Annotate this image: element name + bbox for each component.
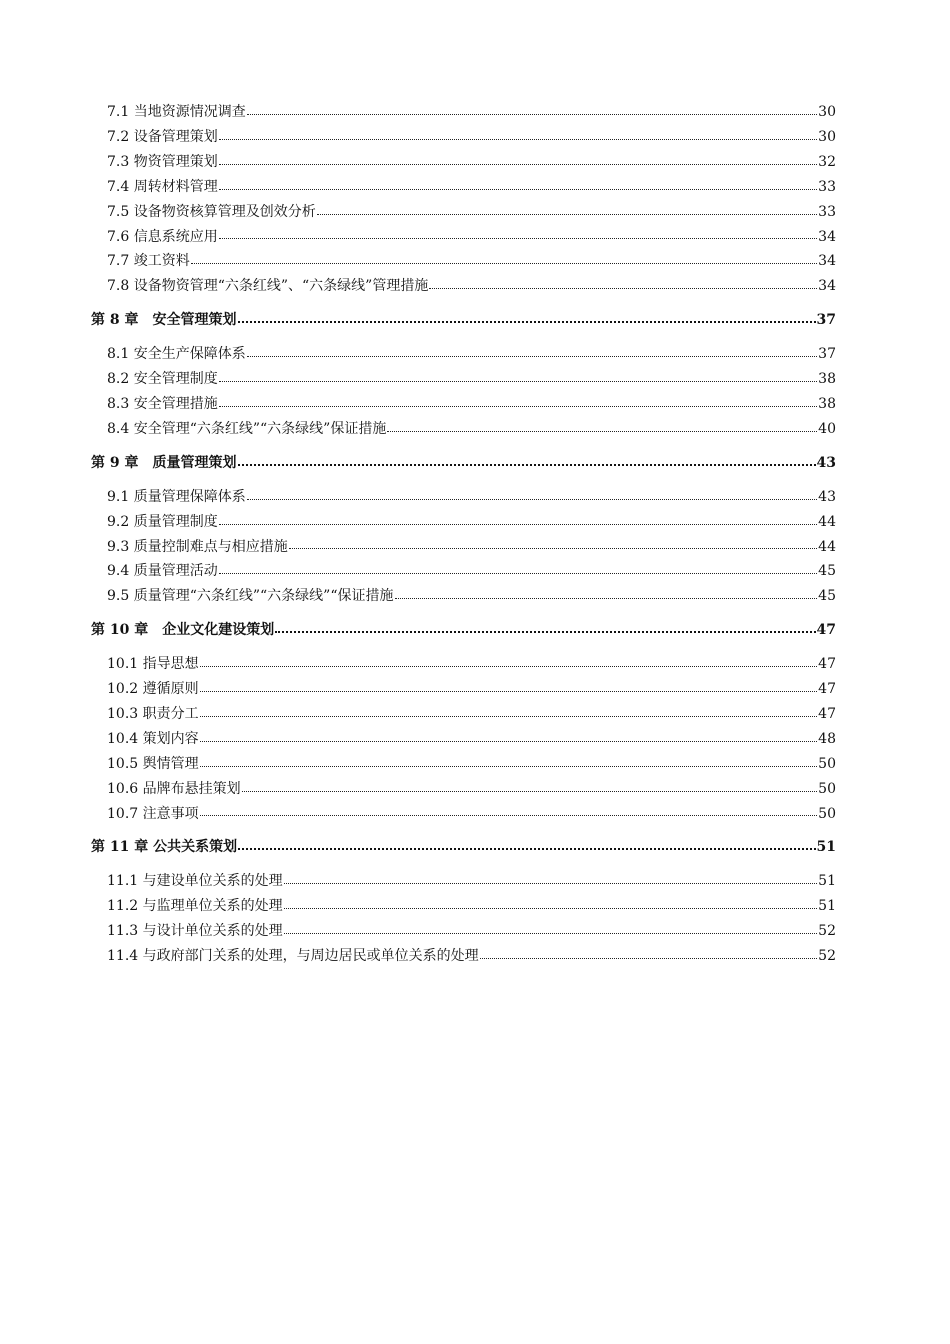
toc-dot-leader (219, 188, 817, 190)
toc-page-number: 47 (818, 705, 836, 722)
toc-page-number: 38 (818, 395, 836, 412)
toc-dot-leader (238, 847, 815, 850)
toc-section-entry[interactable] (91, 485, 836, 510)
toc-dot-leader (242, 790, 818, 792)
toc-page-number: 51 (818, 898, 836, 915)
toc-dot-leader (284, 882, 818, 884)
toc-dot-leader (200, 665, 818, 667)
toc-entry-title: 第 9 章 质量管理策划 (91, 454, 237, 471)
toc-entry-title: 7.2 设备管理策划 (107, 128, 218, 145)
toc-entry-title: 第 11 章 公共关系策划 (91, 839, 238, 856)
toc-dot-leader (317, 213, 817, 215)
toc-entry-title: 第 10 章 企业文化建设策划 (91, 622, 275, 639)
toc-dot-leader (429, 287, 817, 289)
toc-section-entry[interactable] (91, 652, 836, 677)
toc-chapter-entry[interactable] (91, 308, 836, 333)
toc-section-entry[interactable] (91, 777, 836, 802)
toc-entry-title: 9.2 质量管理制度 (107, 513, 218, 530)
toc-page-number: 33 (818, 203, 836, 220)
toc-page-number: 37 (816, 312, 836, 329)
toc-entry-title: 7.5 设备物资核算管理及创效分析 (107, 203, 316, 220)
table-of-contents (91, 100, 836, 969)
toc-section-entry[interactable] (91, 702, 836, 727)
toc-page-number: 37 (818, 346, 836, 363)
toc-entry-title: 8.2 安全管理制度 (107, 371, 218, 388)
toc-page-number: 45 (818, 588, 836, 605)
toc-page-number: 52 (818, 948, 836, 965)
toc-entry-title: 8.1 安全生产保障体系 (107, 346, 246, 363)
toc-dot-leader (219, 380, 817, 382)
toc-dot-leader (480, 957, 818, 959)
toc-dot-leader (395, 597, 818, 599)
toc-page-number: 30 (818, 128, 836, 145)
toc-section-entry[interactable] (91, 677, 836, 702)
toc-entry-title: 10.2 遵循原则 (107, 681, 199, 698)
toc-entry-title: 7.6 信息系统应用 (107, 228, 218, 245)
toc-section-entry[interactable] (91, 417, 836, 442)
toc-dot-leader (200, 740, 818, 742)
toc-section-entry[interactable] (91, 510, 836, 535)
toc-section-entry[interactable] (91, 535, 836, 560)
toc-dot-leader (200, 814, 818, 816)
toc-entry-title: 11.3 与设计单位关系的处理 (107, 923, 283, 940)
toc-page-number: 43 (816, 454, 836, 471)
toc-section-entry[interactable] (91, 869, 836, 894)
toc-entry-title: 10.4 策划内容 (107, 730, 199, 747)
toc-entry-title: 11.2 与监理单位关系的处理 (107, 898, 283, 915)
toc-entry-title: 9.1 质量管理保障体系 (107, 488, 246, 505)
toc-page-number: 51 (818, 873, 836, 890)
toc-entry-title: 10.6 品牌布悬挂策划 (107, 780, 241, 797)
toc-page-number: 52 (818, 923, 836, 940)
toc-entry-title: 8.4 安全管理“六条红线”“六条绿线”保证措施 (107, 420, 387, 437)
toc-page-number: 45 (818, 563, 836, 580)
toc-page-number: 47 (816, 622, 836, 639)
toc-dot-leader (219, 405, 817, 407)
toc-dot-leader (191, 262, 817, 264)
toc-section-entry[interactable] (91, 342, 836, 367)
toc-page-number: 40 (818, 420, 836, 437)
toc-page-number: 47 (818, 681, 836, 698)
toc-dot-leader (219, 572, 817, 574)
toc-entry-title: 7.1 当地资源情况调查 (107, 104, 246, 120)
toc-page-number: 34 (818, 253, 836, 270)
toc-section-entry[interactable] (91, 175, 836, 200)
toc-page-number: 50 (818, 755, 836, 772)
toc-dot-leader (284, 907, 818, 909)
toc-entry-title: 10.5 舆情管理 (107, 755, 199, 772)
toc-page-number: 47 (818, 656, 836, 673)
toc-section-entry[interactable] (91, 274, 836, 299)
toc-entry-title: 10.3 职责分工 (107, 705, 199, 722)
toc-page-number: 34 (818, 278, 836, 295)
toc-entry-title: 8.3 安全管理措施 (107, 395, 218, 412)
toc-dot-leader (247, 355, 817, 357)
toc-entry-title: 11.4 与政府部门关系的处理，与周边居民或单位关系的处理 (107, 948, 479, 965)
toc-dot-leader (289, 547, 817, 549)
toc-dot-leader (219, 237, 817, 239)
toc-section-entry[interactable] (91, 559, 836, 584)
toc-section-entry[interactable] (91, 125, 836, 150)
toc-page-number: 43 (818, 488, 836, 505)
toc-entry-title: 7.3 物资管理策划 (107, 153, 218, 170)
toc-chapter-entry[interactable] (91, 835, 836, 860)
toc-page-number: 44 (818, 538, 836, 555)
toc-dot-leader (200, 765, 818, 767)
toc-section-entry[interactable] (91, 727, 836, 752)
toc-dot-leader (238, 320, 816, 323)
toc-dot-leader (219, 523, 817, 525)
toc-section-entry[interactable] (91, 802, 836, 827)
toc-page-number: 50 (818, 805, 836, 822)
toc-entry-title: 第 8 章 安全管理策划 (91, 312, 237, 329)
toc-page-number: 30 (818, 104, 836, 120)
toc-section-entry[interactable] (91, 752, 836, 777)
toc-entry-title: 10.1 指导思想 (107, 656, 199, 673)
toc-entry-title: 9.5 质量管理“六条红线”“六条绿线”“保证措施 (107, 588, 394, 605)
toc-section-entry[interactable] (91, 584, 836, 609)
toc-page-number: 38 (818, 371, 836, 388)
toc-entry-title: 7.4 周转材料管理 (107, 178, 218, 195)
toc-dot-leader (275, 630, 815, 633)
toc-section-entry[interactable] (91, 392, 836, 417)
toc-dot-leader (200, 715, 818, 717)
toc-dot-leader (200, 690, 818, 692)
toc-entry-title: 7.7 竣工资料 (107, 253, 190, 270)
toc-section-entry[interactable] (91, 200, 836, 225)
toc-dot-leader (219, 163, 817, 165)
toc-section-entry[interactable] (91, 944, 836, 969)
toc-section-entry[interactable] (91, 100, 836, 125)
toc-section-entry[interactable] (91, 249, 836, 274)
toc-page-number: 50 (818, 780, 836, 797)
toc-entry-title: 9.4 质量管理活动 (107, 563, 218, 580)
toc-page-number: 44 (818, 513, 836, 530)
toc-entry-title: 9.3 质量控制难点与相应措施 (107, 538, 288, 555)
toc-entry-title: 11.1 与建设单位关系的处理 (107, 873, 283, 890)
toc-dot-leader (219, 138, 817, 140)
toc-section-entry[interactable] (91, 894, 836, 919)
toc-dot-leader (387, 430, 817, 432)
toc-dot-leader (284, 932, 818, 934)
toc-page-number: 48 (818, 730, 836, 747)
toc-section-entry[interactable] (91, 367, 836, 392)
toc-section-entry[interactable] (91, 225, 836, 250)
toc-section-entry[interactable] (91, 919, 836, 944)
toc-section-entry[interactable] (91, 150, 836, 175)
toc-dot-leader (247, 113, 817, 115)
toc-dot-leader (247, 498, 817, 500)
toc-chapter-entry[interactable] (91, 618, 836, 643)
toc-dot-leader (238, 463, 816, 466)
toc-entry-title: 7.8 设备物资管理“六条红线”、“六条绿线”管理措施 (107, 278, 429, 295)
toc-page-number: 33 (818, 178, 836, 195)
toc-chapter-entry[interactable] (91, 451, 836, 476)
toc-entry-title: 10.7 注意事项 (107, 805, 199, 822)
toc-page-number: 51 (816, 839, 836, 856)
toc-page-number: 32 (818, 153, 836, 170)
toc-page-number: 34 (818, 228, 836, 245)
